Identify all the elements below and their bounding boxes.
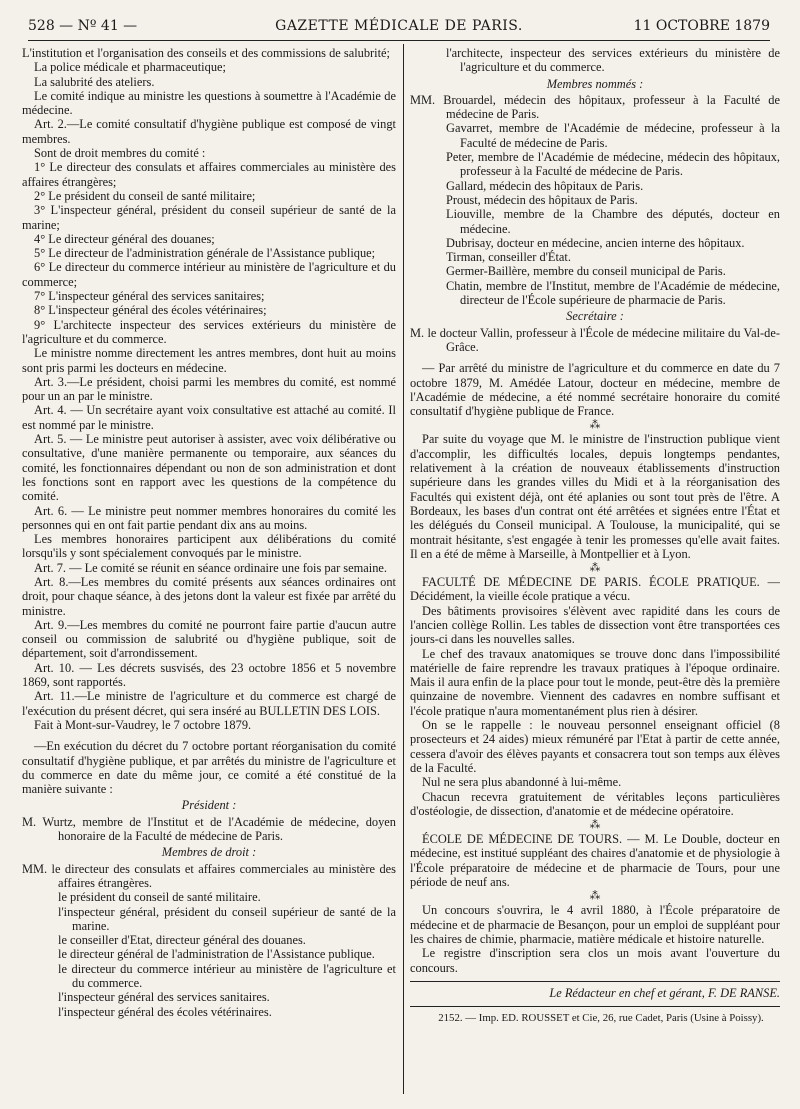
paragraph: La police médicale et pharmaceutique; xyxy=(34,60,226,75)
column-divider xyxy=(403,44,404,1094)
paragraph: Dubrisay, docteur en médecine, ancien interne des hôpitaux. xyxy=(446,235,745,250)
paragraph: Art. 11.—Le ministre de l'agriculture et du commerce est chargé de l'exécution du présent décret, qui sera inséré au BULLETIN DES LOIS. xyxy=(22,689,396,718)
section-heading: Membres de droit : xyxy=(161,845,257,860)
paragraph: 5° Le directeur de l'administration générale de l'Assistance publique; xyxy=(34,246,376,261)
paragraph-gap xyxy=(410,354,780,361)
section-heading: Membres nommés : xyxy=(546,76,644,91)
footer-rule xyxy=(410,981,780,982)
asterism-separator: ⁂ xyxy=(589,819,601,832)
paragraph: Peter, membre de l'Académie de médecine, médecin des hôpitaux, professeur à la Faculté de médecine de Paris. xyxy=(446,150,780,179)
page-header xyxy=(28,14,770,41)
paragraph: le directeur général de l'administration de l'Assistance publique. xyxy=(58,947,375,962)
paragraph: Le comité indique au ministre les questions à soumettre à l'Académie de médecine. xyxy=(22,88,396,118)
paragraph: le directeur du commerce intérieur au ministère de l'agriculture et du commerce. xyxy=(58,961,396,990)
paragraph: M. le docteur Vallin, professeur à l'École de médecine militaire du Val-de-Grâce. xyxy=(410,325,780,354)
paragraph: Chacun recevra gratuitement de véritables leçons particulières d'ostéologie, de dissection, d'anatomie et de médecine opératoire. xyxy=(410,789,780,818)
paragraph: Chatin, membre de l'Institut, membre de l'Académie de médecine, directeur de l'École supérieure de pharmacie de Paris. xyxy=(446,278,780,308)
paragraph: l'inspecteur général des écoles vétérinaires. xyxy=(58,1004,272,1019)
paragraph: Le registre d'inscription sera clos un mois avant l'ouverture du concours. xyxy=(410,946,780,975)
right-column xyxy=(410,46,780,1106)
paragraph: le conseiller d'Etat, directeur général des douanes. xyxy=(58,933,306,948)
paragraph: 1° Le directeur des consulats et affaires commerciales au ministère des affaires étrangères; xyxy=(22,160,396,189)
paragraph: Fait à Mont-sur-Vaudrey, le 7 octobre 1879. xyxy=(34,717,252,732)
paragraph: La salubrité des ateliers. xyxy=(34,74,155,89)
paragraph: Nul ne sera plus abandonné à lui-même. xyxy=(422,775,622,790)
paragraph: Sont de droit membres du comité : xyxy=(34,146,206,161)
paragraph: Art. 8.—Les membres du comité présents aux séances ordinaires ont droit, pour chaque séance, à des jetons dont la valeur est fixée par arrêté du ministre. xyxy=(22,574,396,618)
paragraph: Art. 6. — Le ministre peut nommer membres honoraires du comité les personnes qui en ont fait partie pendant dix ans au moins. xyxy=(22,503,396,532)
paragraph: Art. 9.—Les membres du comité ne pourront faire partie d'aucun autre conseil ou commission de salubrité ou d'hygiène publique, soit de département, soit d'arrondissement. xyxy=(22,617,396,661)
printer-imprint: 2152. — Imp. ED. ROUSSET et Cie, 26, rue Cadet, Paris (Usine à Poissy). xyxy=(438,1012,764,1025)
journal-title: GAZETTE MÉDICALE DE PARIS. xyxy=(275,18,523,34)
paragraph: L'institution et l'organisation des conseils et des commissions de salubrité; xyxy=(22,46,390,60)
footer-rule xyxy=(410,1006,780,1007)
paragraph: Art. 5. — Le ministre peut autoriser à assister, avec voix délibérative ou consultative, d'une manière permanente ou temporaire, aux séances du comité, les fonctionnaires dépendant ou non de son administration et dont les fonctions sont en rapport avec les questions de la compétence du comité. xyxy=(22,432,396,504)
paragraph: Un concours s'ouvrira, le 4 avril 1880, à l'École préparatoire de médecine et de pharmacie de Besançon, pour un emploi de suppléant pour les chaires de chimie, pharmacie, matière médicale et histoire naturelle. xyxy=(410,903,780,946)
paragraph: 7° L'inspecteur général des services sanitaires; xyxy=(34,289,265,304)
paragraph: Gavarret, membre de l'Académie de médecine, professeur à la Faculté de médecine de Paris. xyxy=(446,121,780,150)
paragraph: Art. 10. — Les décrets susvisés, des 23 octobre 1856 et 5 novembre 1869, sont rapportés. xyxy=(22,660,396,690)
paragraph: Les membres honoraires participent aux délibérations du comité lorsqu'ils y sont spécialement convoqués par le ministre. xyxy=(22,532,396,561)
paragraph: Liouville, membre de la Chambre des députés, docteur en médecine. xyxy=(446,207,780,236)
paragraph: le président du conseil de santé militaire. xyxy=(58,890,261,905)
paragraph: MM. Brouardel, médecin des hôpitaux, professeur à la Faculté de médecine de Paris. xyxy=(410,92,780,122)
paragraph: 2° Le président du conseil de santé militaire; xyxy=(34,188,256,203)
paragraph: Le chef des travaux anatomiques se trouve donc dans l'impossibilité matérielle de faire reprendre les travaux pratiques à l'époque ordinaire. Mais il aura enfin de la place pour tout le monde, peut-être dès la première quinzaine de novembre. Viennent des cadavres en nombre suffisant et l'école pratique n'aura momentanément plus rien à désirer. xyxy=(410,646,780,718)
page-number: 528 — Nº 41 — xyxy=(28,18,138,34)
section-heading: Président : xyxy=(181,798,237,813)
asterism-separator: ⁂ xyxy=(589,419,601,432)
paragraph: 8° L'inspecteur général des écoles vétérinaires; xyxy=(34,303,267,318)
paragraph: 3° L'inspecteur général, président du conseil supérieur de santé de la marine; xyxy=(22,203,396,232)
paragraph: 6° Le directeur du commerce intérieur au ministère de l'agriculture et du commerce; xyxy=(22,260,396,289)
paragraph: Gallard, médecin des hôpitaux de Paris. xyxy=(446,178,644,193)
section-heading: Secrétaire : xyxy=(566,309,624,324)
paragraph: Par suite du voyage que M. le ministre de l'instruction publique vient d'accomplir, les difficultés locales, depuis longtemps pendantes, relativement à la création de nouveaux établissements d'instruction supérieure dans les grandes villes du Midi et à la réorganisation des Facultés qui existent déjà, ont été aplanies ou sont tout près de l'être. A Bordeaux, les bases d'un contrat ont été arrêtées et signées entre l'État et les délégués du Conseil municipal. A Toulouse, la municipalité, qui se montrait hésitante, s'est engagée à tenir les promesses qu'elle avait faites. Il en a été de même à Marseille, à Montpellier et à Lyon. xyxy=(410,432,780,561)
paragraph: 4° Le directeur général des douanes; xyxy=(34,231,215,246)
paragraph: Art. 2.—Le comité consultatif d'hygiène publique est composé de vingt membres. xyxy=(22,117,396,146)
paragraph: —En exécution du décret du 7 octobre portant réorganisation du comité consultatif d'hygiène publique, et par arrêtés du ministre de l'agriculture et du commerce en date du même jour, ce comité a été constitué de la manière suivante : xyxy=(22,739,396,797)
paragraph: Tirman, conseiller d'État. xyxy=(446,250,571,265)
paragraph: MM. le directeur des consulats et affaires commerciales au ministère des affaires étrangères. xyxy=(22,861,396,890)
paragraph: On se le rappelle : le nouveau personnel enseignant officiel (8 prosecteurs et 24 aides) mieux rémunéré par l'Etat à partir de cette année, cessera d'avoir des élèves payants et consacrera tout son temps aux élèves de la Faculté. xyxy=(410,718,780,775)
paragraph: Art. 3.—Le président, choisi parmi les membres du comité, est nommé pour un an par le ministre. xyxy=(22,374,396,404)
issue-date: 11 OCTOBRE 1879 xyxy=(633,18,770,34)
paragraph: l'inspecteur général, président du conseil supérieur de santé de la marine. xyxy=(58,904,396,933)
editor-signature: Le Rédacteur en chef et gérant, F. DE RANSE. xyxy=(549,985,780,1000)
paragraph: FACULTÉ DE MÉDECINE DE PARIS. ÉCOLE PRATIQUE. — Décidément, la vieille école pratique a vécu. xyxy=(410,575,780,604)
asterism-separator: ⁂ xyxy=(589,890,601,903)
paragraph: Art. 4. — Un secrétaire ayant voix consultative est attaché au comité. Il est nommé par le ministre. xyxy=(22,403,396,432)
paragraph: l'architecte, inspecteur des services extérieurs du ministère de l'agriculture et du commerce. xyxy=(446,46,780,75)
paragraph: 9° L'architecte inspecteur des services extérieurs du ministère de l'agriculture et du commerce. xyxy=(22,317,396,346)
paragraph: l'inspecteur général des services sanitaires. xyxy=(58,990,270,1005)
paragraph: Le ministre nomme directement les antres membres, dont huit au moins sont pris parmi les docteurs en médecine. xyxy=(22,346,396,375)
paragraph: M. Wurtz, membre de l'Institut et de l'Académie de médecine, doyen honoraire de la Faculté de médecine de Paris. xyxy=(22,814,396,844)
paragraph: Art. 7. — Le comité se réunit en séance ordinaire une fois par semaine. xyxy=(34,560,387,575)
left-column xyxy=(22,46,396,1106)
paragraph-gap xyxy=(22,732,396,739)
paragraph: Proust, médecin des hôpitaux de Paris. xyxy=(446,192,638,207)
paragraph: — Par arrêté du ministre de l'agriculture et du commerce en date du 7 octobre 1879, M. Amédée Latour, docteur en médecine, membre de l'Académie de médecine, a été nommé secrétaire honoraire du comité consultatif d'hygiène publique de France. xyxy=(410,361,780,419)
asterism-separator: ⁂ xyxy=(589,562,601,575)
paragraph: ÉCOLE DE MÉDECINE DE TOURS. — M. Le Double, docteur en médecine, est institué suppléant des chaires d'anatomie et de physiologie à l'École préparatoire de médecine et de pharmacie de Tours, pour une période de neuf ans. xyxy=(410,832,780,890)
paragraph: Germer-Baillère, membre du conseil municipal de Paris. xyxy=(446,264,726,279)
paragraph: Des bâtiments provisoires s'élèvent avec rapidité dans les cours de l'ancien collège Rollin. Les tables de dissection vont être transportées ces jours-ci dans les nouvelles salles. xyxy=(410,603,780,647)
